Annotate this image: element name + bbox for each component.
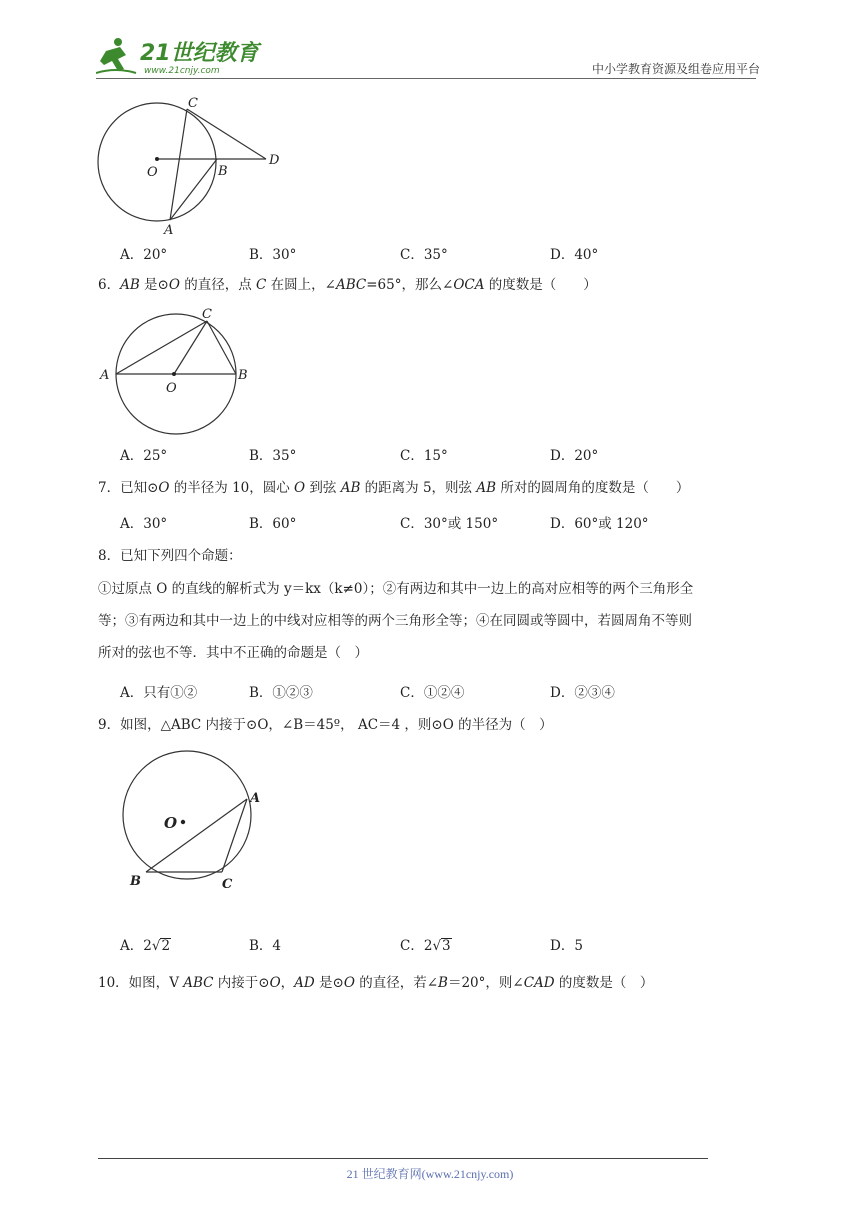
q5-label-d: D — [269, 153, 280, 168]
q5-option-b: B．30° — [249, 247, 297, 263]
logo-title: 21世纪教育 — [140, 41, 259, 66]
q6-option-d: D．20° — [550, 448, 599, 464]
q10-stem: 10．如图，V ABC 内接于⊙O，AD 是⊙O 的直径，若∠B＝20°，则∠CAD 的度数是（ ） — [98, 975, 654, 991]
q8-line-1: ①过原点 O 的直线的解析式为 y＝kx（k≠0）；②有两边和其中一边上的高对应相等的两个三角形全 — [98, 581, 694, 597]
q8-option-b: B．①②③ — [249, 685, 313, 701]
q8-option-d: D．②③④ — [550, 685, 615, 701]
q6-option-a: A．25° — [120, 448, 168, 464]
footer-link[interactable]: 21 世纪教育网(www.21cnjy.com) — [346, 1167, 514, 1181]
q8-stem: 8．已知下列四个命题： — [98, 548, 242, 564]
q9-option-d: D．5 — [550, 938, 583, 954]
q5-figure — [92, 92, 292, 242]
q7-stem: 7．已知⊙O 的半径为 10，圆心 O 到弦 AB 的距离为 5，则弦 AB 所对的圆周角的度数是（ ） — [98, 480, 690, 496]
q9-figure — [112, 742, 272, 897]
q9-option-a: A．2√2 — [120, 938, 171, 954]
platform-name: 中小学教育资源及组卷应用平台 — [591, 62, 760, 76]
q7-option-d: D．60°或 120° — [550, 516, 649, 532]
q9-option-c: C．2√3 — [400, 938, 451, 954]
q8-option-c: C．①②④ — [400, 685, 465, 701]
q6-label-c: C — [202, 307, 212, 322]
q5-option-a: A．20° — [120, 247, 168, 263]
q6-label-a: A — [100, 368, 110, 383]
q9-label-b: B — [130, 874, 141, 889]
q7-option-a: A．30° — [120, 516, 168, 532]
footer-divider — [98, 1158, 708, 1159]
q5-label-a: A — [164, 223, 174, 238]
q5-option-d: D．40° — [550, 247, 599, 263]
q9-stem: 9．如图，△ABC 内接于⊙O，∠B＝45º， AC＝4 ，则⊙O 的半径为（ ） — [98, 717, 553, 733]
q8-body — [98, 573, 778, 669]
q9-option-b: B．4 — [249, 938, 282, 954]
q9-label-a: A — [250, 791, 261, 806]
q5-label-b: B — [218, 164, 228, 179]
q8-option-a: A．只有①② — [120, 685, 198, 701]
q9-label-c: C — [222, 877, 233, 892]
q9-label-o: O — [164, 814, 178, 832]
q6-label-o: O — [166, 381, 177, 396]
q6-figure — [92, 302, 262, 437]
q5-label-c: C — [188, 96, 198, 111]
runner-logo-icon — [96, 38, 136, 73]
q8-line-2: 等；③有两边和其中一边上的中线对应相等的两个三角形全等；④在同圆或等圆中，若圆周角不等则 — [98, 613, 692, 629]
logo-url: www.21cnjy.com — [144, 66, 220, 76]
header-divider — [96, 78, 756, 79]
q7-option-b: B．60° — [249, 516, 297, 532]
q6-stem: 6．AB 是⊙O 的直径，点 C 在圆上，∠ABC=65°，那么∠OCA 的度数是（ ） — [98, 277, 597, 293]
site-logo — [96, 33, 266, 79]
q8-line-3: 所对的弦也不等．其中不正确的命题是（ ） — [98, 645, 368, 661]
q6-option-b: B．35° — [249, 448, 297, 464]
q5-option-c: C．35° — [400, 247, 448, 263]
q7-option-c: C．30°或 150° — [400, 516, 499, 532]
q6-option-c: C．15° — [400, 448, 448, 464]
q6-label-b: B — [238, 368, 248, 383]
q5-label-o: O — [147, 165, 158, 180]
